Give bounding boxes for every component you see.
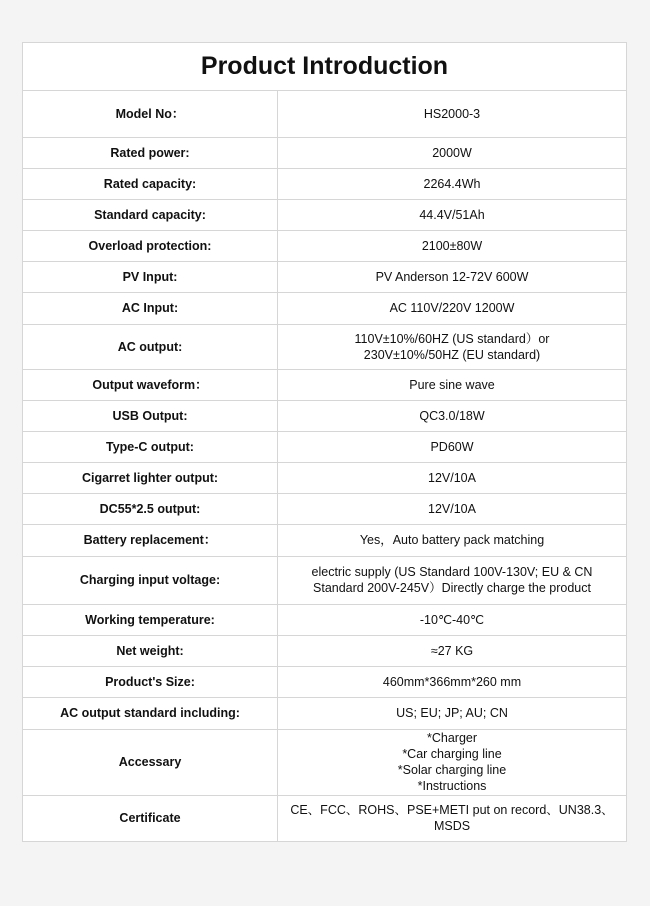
table-row <box>23 400 626 431</box>
table-row <box>23 729 626 795</box>
spec-value: PD60W <box>278 431 627 462</box>
spec-label: DC55*2.5 output: <box>23 493 278 524</box>
table-row <box>23 493 626 524</box>
table-row <box>23 666 626 697</box>
table-row <box>23 697 626 729</box>
spec-value: Yes，Auto battery pack matching <box>278 524 627 556</box>
spec-label: Battery replacement： <box>23 524 278 556</box>
spec-label: AC output standard including: <box>23 697 278 729</box>
table-row <box>23 261 626 292</box>
spec-value: -10℃-40℃ <box>278 604 627 635</box>
table-row <box>23 230 626 261</box>
spec-label: Product's Size: <box>23 666 278 697</box>
spec-label: PV Input: <box>23 261 278 292</box>
spec-label: Output waveform： <box>23 369 278 400</box>
spec-value: 2000W <box>278 137 627 168</box>
spec-value: QC3.0/18W <box>278 400 627 431</box>
table-row <box>23 604 626 635</box>
table-row <box>23 369 626 400</box>
table-row <box>23 91 626 137</box>
spec-label: Charging input voltage: <box>23 556 278 604</box>
spec-value: 44.4V/51Ah <box>278 199 627 230</box>
table-row <box>23 199 626 230</box>
spec-value: *Charger *Car charging line *Solar charging line *Instructions <box>278 729 627 795</box>
spec-label: Type-C output: <box>23 431 278 462</box>
table-row <box>23 168 626 199</box>
spec-label: Overload protection: <box>23 230 278 261</box>
page-title: Product Introduction <box>23 43 626 91</box>
table-row <box>23 795 626 841</box>
spec-value: US; EU; JP; AU; CN <box>278 697 627 729</box>
spec-value: 2100±80W <box>278 230 627 261</box>
spec-label: AC output: <box>23 324 278 369</box>
spec-label: Accessary <box>23 729 278 795</box>
table-row <box>23 431 626 462</box>
spec-label: USB Output: <box>23 400 278 431</box>
spec-value: 12V/10A <box>278 462 627 493</box>
spec-value: 460mm*366mm*260 mm <box>278 666 627 697</box>
table-row <box>23 137 626 168</box>
table-row <box>23 524 626 556</box>
spec-label: Model No： <box>23 91 278 137</box>
table-row <box>23 292 626 324</box>
spec-label: Net weight: <box>23 635 278 666</box>
spec-sheet <box>22 42 627 842</box>
table-row <box>23 324 626 369</box>
spec-label: Working temperature: <box>23 604 278 635</box>
spec-value: 110V±10%/60HZ (US standard）or 230V±10%/50HZ (EU standard) <box>278 324 627 369</box>
table-row <box>23 462 626 493</box>
table-row <box>23 556 626 604</box>
spec-value: PV Anderson 12-72V 600W <box>278 261 627 292</box>
spec-label: Rated power: <box>23 137 278 168</box>
spec-label: Cigarret lighter output: <box>23 462 278 493</box>
spec-value: Pure sine wave <box>278 369 627 400</box>
spec-value: CE、FCC、ROHS、PSE+METI put on record、UN38.3、 MSDS <box>290 803 614 834</box>
spec-label: AC Input: <box>23 292 278 324</box>
spec-label: Rated capacity: <box>23 168 278 199</box>
spec-value: 2264.4Wh <box>278 168 627 199</box>
spec-value: ≈27 KG <box>278 635 627 666</box>
spec-value: AC 110V/220V 1200W <box>278 292 627 324</box>
spec-table <box>23 91 626 841</box>
spec-value: 12V/10A <box>278 493 627 524</box>
spec-label: Certificate <box>23 795 278 841</box>
spec-label: Standard capacity: <box>23 199 278 230</box>
table-row <box>23 635 626 666</box>
spec-value: electric supply (US Standard 100V-130V; EU & CN Standard 200V-245V）Directly charge the product <box>278 556 627 604</box>
spec-value: HS2000-3 <box>278 91 627 137</box>
